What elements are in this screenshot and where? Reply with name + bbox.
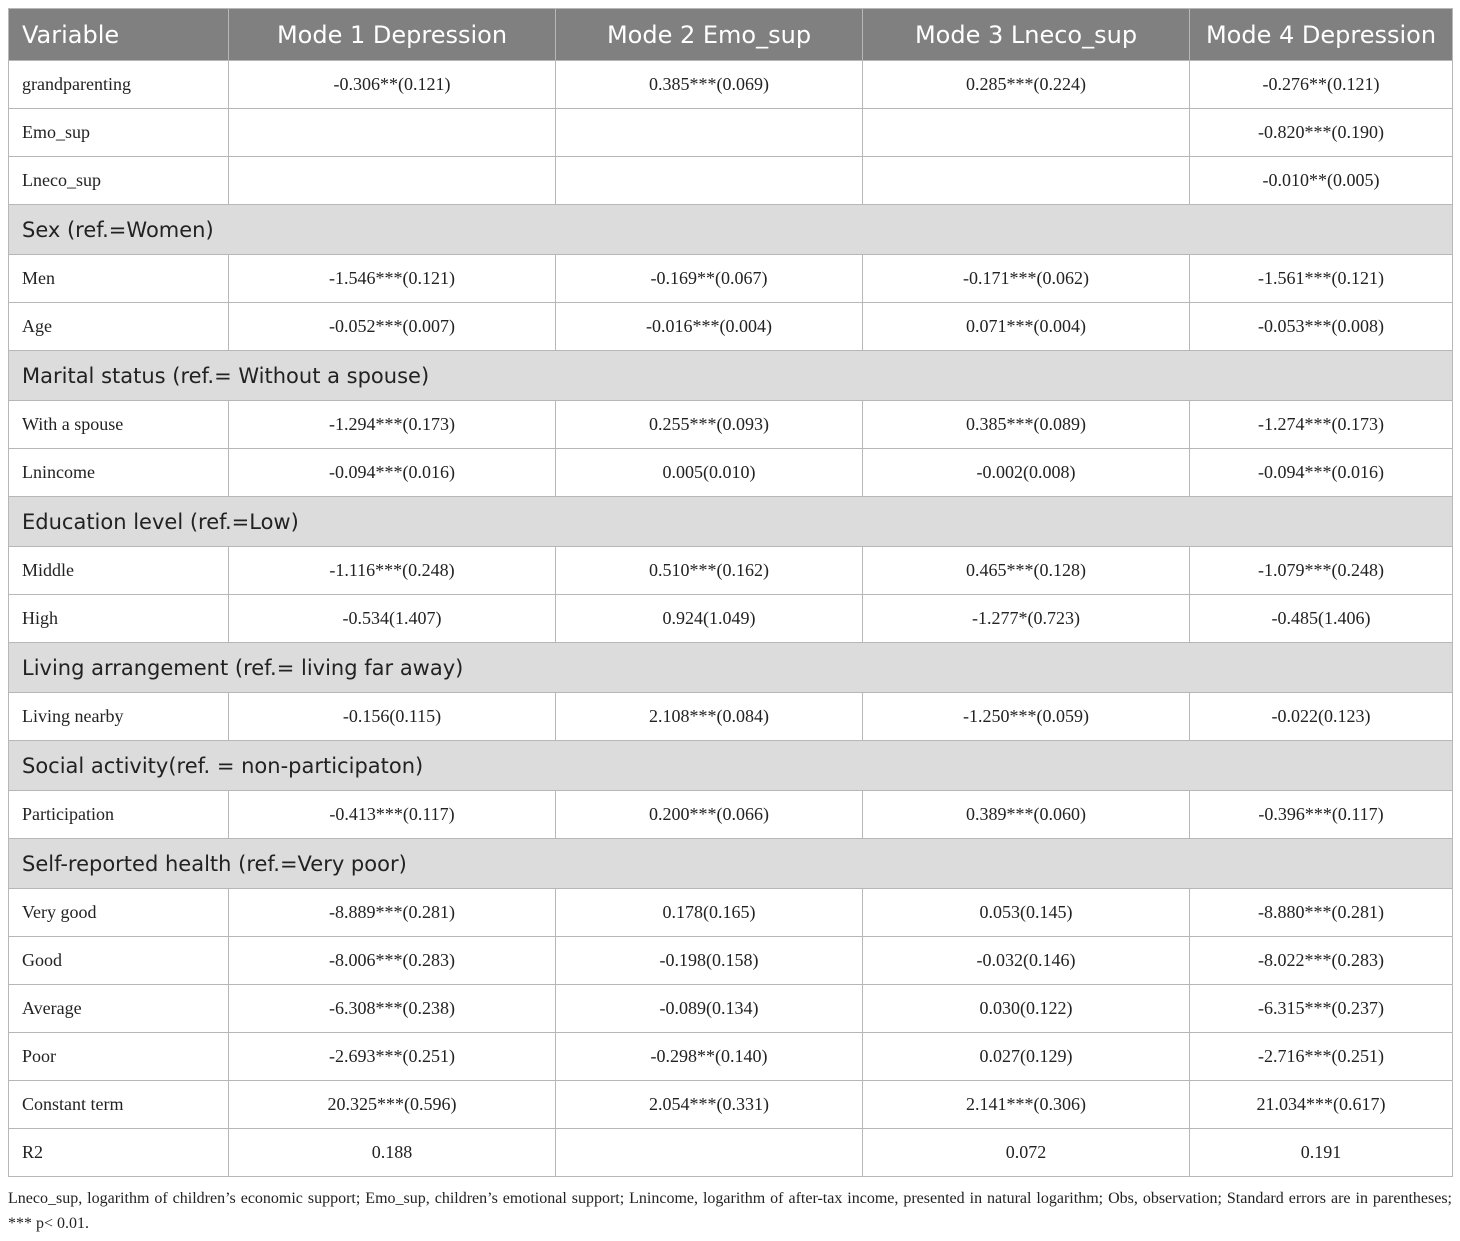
- variable-label: Lnincome: [9, 449, 229, 497]
- mode-4-cell: -1.561***(0.121): [1190, 255, 1453, 303]
- variable-label: Age: [9, 303, 229, 351]
- table-row: [9, 985, 1453, 1033]
- mode-3-cell: 0.465***(0.128): [863, 547, 1190, 595]
- mode-4-cell: 21.034***(0.617): [1190, 1081, 1453, 1129]
- mode-2-cell: -0.089(0.134): [556, 985, 863, 1033]
- variable-label: Good: [9, 937, 229, 985]
- mode-3-cell: 0.053(0.145): [863, 889, 1190, 937]
- mode-3-cell: 0.385***(0.089): [863, 401, 1190, 449]
- mode-1-cell: -1.546***(0.121): [229, 255, 556, 303]
- mode-4-cell: -8.022***(0.283): [1190, 937, 1453, 985]
- table-header-row: [9, 9, 1453, 61]
- regression-table: [8, 8, 1453, 1177]
- variable-label: With a spouse: [9, 401, 229, 449]
- mode-1-cell: [229, 109, 556, 157]
- table-row: [9, 449, 1453, 497]
- table-row: [9, 595, 1453, 643]
- mode-4-cell: -6.315***(0.237): [1190, 985, 1453, 1033]
- mode-2-cell: -0.198(0.158): [556, 937, 863, 985]
- variable-label: Participation: [9, 791, 229, 839]
- variable-label: Middle: [9, 547, 229, 595]
- mode-4-cell: -1.274***(0.173): [1190, 401, 1453, 449]
- group-label: Education level (ref.=Low): [9, 497, 1453, 547]
- table-row: [9, 157, 1453, 205]
- variable-label: Poor: [9, 1033, 229, 1081]
- header-variable: Variable: [9, 9, 229, 61]
- mode-1-cell: 20.325***(0.596): [229, 1081, 556, 1129]
- mode-4-cell: -0.022(0.123): [1190, 693, 1453, 741]
- mode-4-cell: -8.880***(0.281): [1190, 889, 1453, 937]
- group-label: Social activity(ref. = non-participaton): [9, 741, 1453, 791]
- mode-1-cell: -0.413***(0.117): [229, 791, 556, 839]
- mode-2-cell: 0.005(0.010): [556, 449, 863, 497]
- mode-4-cell: -0.485(1.406): [1190, 595, 1453, 643]
- mode-2-cell: [556, 1129, 863, 1177]
- table-row: [9, 109, 1453, 157]
- mode-1-cell: -8.006***(0.283): [229, 937, 556, 985]
- group-header-row: [9, 497, 1453, 547]
- group-header-row: [9, 205, 1453, 255]
- mode-1-cell: -8.889***(0.281): [229, 889, 556, 937]
- mode-1-cell: -0.306**(0.121): [229, 61, 556, 109]
- mode-3-cell: 0.030(0.122): [863, 985, 1190, 1033]
- table-row: [9, 303, 1453, 351]
- mode-4-cell: -0.276**(0.121): [1190, 61, 1453, 109]
- mode-3-cell: [863, 157, 1190, 205]
- mode-1-cell: [229, 157, 556, 205]
- variable-label: Lneco_sup: [9, 157, 229, 205]
- header-mode-4: Mode 4 Depression: [1190, 9, 1453, 61]
- group-header-row: [9, 839, 1453, 889]
- group-label: Living arrangement (ref.= living far away): [9, 643, 1453, 693]
- mode-4-cell: -0.053***(0.008): [1190, 303, 1453, 351]
- mode-2-cell: 0.200***(0.066): [556, 791, 863, 839]
- group-header-row: [9, 741, 1453, 791]
- mode-2-cell: [556, 157, 863, 205]
- mode-1-cell: -0.156(0.115): [229, 693, 556, 741]
- header-mode-3: Mode 3 Lneco_sup: [863, 9, 1190, 61]
- mode-2-cell: -0.298**(0.140): [556, 1033, 863, 1081]
- variable-label: Average: [9, 985, 229, 1033]
- table-row: [9, 889, 1453, 937]
- mode-2-cell: 2.108***(0.084): [556, 693, 863, 741]
- variable-label: High: [9, 595, 229, 643]
- variable-label: Very good: [9, 889, 229, 937]
- mode-1-cell: -0.094***(0.016): [229, 449, 556, 497]
- mode-4-cell: -0.396***(0.117): [1190, 791, 1453, 839]
- variable-label: Living nearby: [9, 693, 229, 741]
- mode-2-cell: [556, 109, 863, 157]
- mode-3-cell: -1.277*(0.723): [863, 595, 1190, 643]
- regression-table-container: [8, 8, 1452, 1177]
- variable-label: Men: [9, 255, 229, 303]
- mode-3-cell: -0.171***(0.062): [863, 255, 1190, 303]
- table-footnote: Lneco_sup, logarithm of children’s economic support; Emo_sup, children’s emotional support; Lnincome, logarithm of after-tax income, presented in natural logarithm; Obs, observation; Standard errors are in parentheses; *** p< 0.01.: [8, 1190, 1452, 1232]
- table-row: [9, 791, 1453, 839]
- mode-1-cell: -1.294***(0.173): [229, 401, 556, 449]
- header-mode-1: Mode 1 Depression: [229, 9, 556, 61]
- variable-label: Constant term: [9, 1081, 229, 1129]
- mode-1-cell: -6.308***(0.238): [229, 985, 556, 1033]
- mode-4-cell: -0.094***(0.016): [1190, 449, 1453, 497]
- mode-1-cell: -0.534(1.407): [229, 595, 556, 643]
- variable-label: R2: [9, 1129, 229, 1177]
- mode-3-cell: 0.389***(0.060): [863, 791, 1190, 839]
- mode-3-cell: 0.071***(0.004): [863, 303, 1190, 351]
- group-label: Sex (ref.=Women): [9, 205, 1453, 255]
- mode-3-cell: 0.285***(0.224): [863, 61, 1190, 109]
- mode-3-cell: -0.002(0.008): [863, 449, 1190, 497]
- mode-3-cell: 2.141***(0.306): [863, 1081, 1190, 1129]
- table-body: [9, 61, 1453, 1177]
- table-row: [9, 401, 1453, 449]
- mode-1-cell: -1.116***(0.248): [229, 547, 556, 595]
- mode-4-cell: -0.820***(0.190): [1190, 109, 1453, 157]
- mode-2-cell: 0.924(1.049): [556, 595, 863, 643]
- mode-3-cell: -0.032(0.146): [863, 937, 1190, 985]
- mode-4-cell: -0.010**(0.005): [1190, 157, 1453, 205]
- mode-1-cell: -0.052***(0.007): [229, 303, 556, 351]
- group-label: Marital status (ref.= Without a spouse): [9, 351, 1453, 401]
- table-row: [9, 1081, 1453, 1129]
- group-header-row: [9, 643, 1453, 693]
- table-row: [9, 61, 1453, 109]
- table-row: [9, 1033, 1453, 1081]
- mode-1-cell: -2.693***(0.251): [229, 1033, 556, 1081]
- mode-1-cell: 0.188: [229, 1129, 556, 1177]
- header-mode-2: Mode 2 Emo_sup: [556, 9, 863, 61]
- table-row: [9, 255, 1453, 303]
- mode-2-cell: 0.255***(0.093): [556, 401, 863, 449]
- mode-3-cell: 0.027(0.129): [863, 1033, 1190, 1081]
- mode-2-cell: 0.385***(0.069): [556, 61, 863, 109]
- table-row: [9, 547, 1453, 595]
- table-row: [9, 1129, 1453, 1177]
- mode-2-cell: -0.169**(0.067): [556, 255, 863, 303]
- mode-2-cell: 0.178(0.165): [556, 889, 863, 937]
- table-row: [9, 937, 1453, 985]
- mode-2-cell: -0.016***(0.004): [556, 303, 863, 351]
- mode-4-cell: 0.191: [1190, 1129, 1453, 1177]
- table-row: [9, 693, 1453, 741]
- mode-2-cell: 0.510***(0.162): [556, 547, 863, 595]
- variable-label: grandparenting: [9, 61, 229, 109]
- group-label: Self-reported health (ref.=Very poor): [9, 839, 1453, 889]
- variable-label: Emo_sup: [9, 109, 229, 157]
- mode-3-cell: 0.072: [863, 1129, 1190, 1177]
- mode-4-cell: -2.716***(0.251): [1190, 1033, 1453, 1081]
- mode-3-cell: -1.250***(0.059): [863, 693, 1190, 741]
- mode-4-cell: -1.079***(0.248): [1190, 547, 1453, 595]
- group-header-row: [9, 351, 1453, 401]
- mode-3-cell: [863, 109, 1190, 157]
- mode-2-cell: 2.054***(0.331): [556, 1081, 863, 1129]
